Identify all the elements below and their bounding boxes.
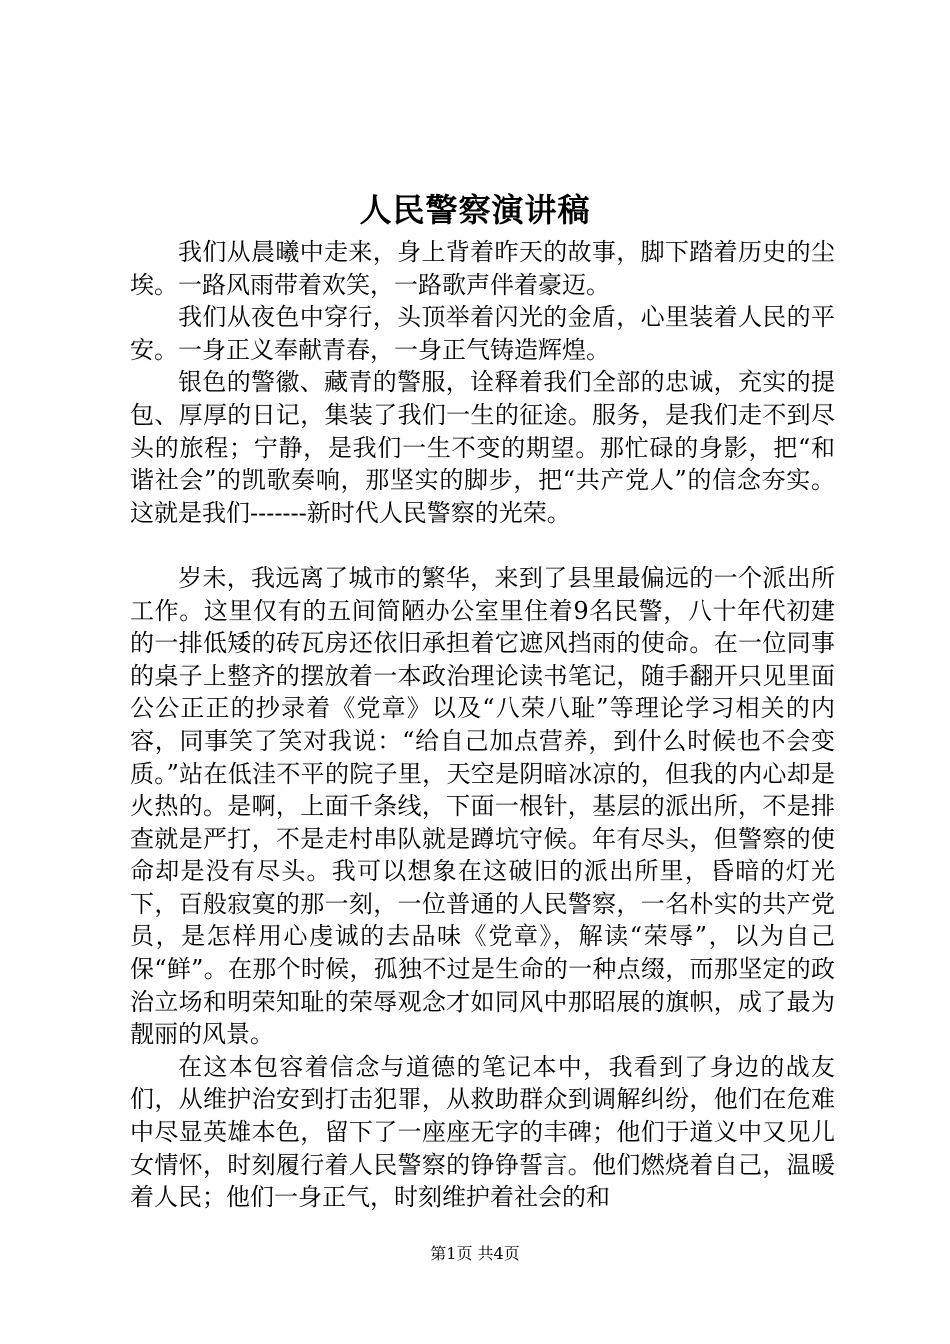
document-title: 人民警察演讲稿 <box>359 191 591 229</box>
paragraph-3: 银色的警徽、藏青的警服，诠释着我们全部的忠诚，充实的提包、厚厚的日记，集装了我们一生的征途。服务，是我们走不到尽头的旅程；宁静，是我们一生不变的期望。那忙碌的身影，把“和谐社会”的凯歌奏响，那坚实的脚步，把“共产党人”的信念夯实。这就是我们-------新时代人民警察的光荣。 <box>130 368 835 527</box>
paragraph-2: 我们从夜色中穿行，头顶举着闪光的金盾，心里装着人民的平安。一身正义奉献青春，一身正气铸造辉煌。 <box>130 303 835 364</box>
page-footer: 第1页 共4页 <box>430 1244 520 1263</box>
paragraph-5: 在这本包容着信念与道德的笔记本中，我看到了身边的战友们，从维护治安到打击犯罪，从救助群众到调解纠纷，他们在危难中尽显英雄本色，留下了一座座无字的丰碑；他们于道义中又见儿女情怀，时刻履行着人民警察的铮铮誓言。他们燃烧着自己，温暖着人民；他们一身正气，时刻维护着社会的和 <box>130 1052 835 1212</box>
paragraph-4: 岁未，我远离了城市的繁华，来到了县里最偏远的一个派出所工作。这里仅有的五间简陋办公室里住着9名民警，八十年代初建的一排低矮的砖瓦房还依旧承担着它遮风挡雨的使命。在一位同事的桌子上整齐的摆放着一本政治理论读书笔记，随手翻开只见里面公公正正的抄录着《党章》以及“八荣八耻”等理论学习相关的内容，同事笑了笑对我说：“给自己加点营养，到什么时候也不会变质。”站在低洼不平的院子里，天空是阴暗冰凉的，但我的内心却是火热的。是啊，上面千条线，下面一根针，基层的派出所，不是排查就是严打，不是走村串队就是蹲坑守候。年有尽头，但警察的使命却是没有尽头。我可以想象在这破旧的派出所里，昏暗的灯光下，百般寂寞的那一刻，一位普通的人民警察，一名朴实的共产党员，是怎样用心虔诚的去品味《党章》，解读“荣辱”，以为自己保“鲜”。在那个时候，孤独不过是生命的一种点缀，而那坚定的政治立场和明荣知耻的荣辱观念才如同风中那昭展的旗帜，成了最为靓丽的风景。 <box>130 563 835 1049</box>
document-body <box>130 236 835 1214</box>
paragraph-1: 我们从晨曦中走来，身上背着昨天的故事，脚下踏着历史的尘埃。一路风雨带着欢笑，一路歌声伴着豪迈。 <box>130 238 835 299</box>
paragraph-spacer <box>130 529 835 562</box>
